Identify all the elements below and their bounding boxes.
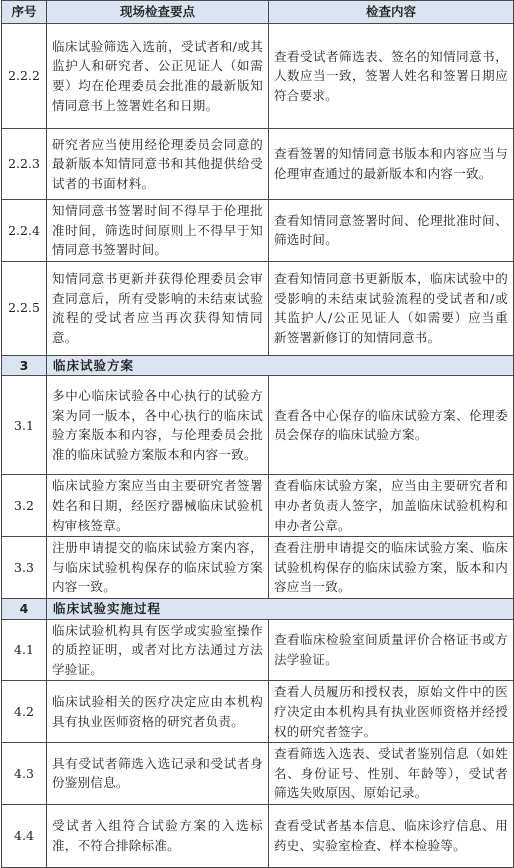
- row-inspection-content: 查看临床试验方案，应当由主要研究者和申办者负责人签字，加盖临床试验机构和申办者公章。: [269, 475, 514, 537]
- row-inspection-point: 临床试验机构具有医学或实验室操作的质控证明，或者对比方法通过方法学验证。: [47, 619, 269, 681]
- row-inspection-content: 查看注册申请提交的临床试验方案、临床试验机构保存的临床试验方案，版本和内容应当一致。: [269, 537, 514, 599]
- row-number: 2.2.5: [2, 261, 47, 355]
- header-serial-number: 序号: [2, 1, 47, 24]
- row-number: 3.1: [2, 376, 47, 475]
- header-inspection-content: 检查内容: [269, 1, 514, 24]
- row-number: 4.1: [2, 619, 47, 681]
- table-row: [2, 261, 514, 355]
- row-inspection-point: 临床试验相关的医疗决定应由本机构具有执业医师资格的研究者负责。: [47, 681, 269, 743]
- row-number: 4.3: [2, 743, 47, 805]
- row-inspection-point: 受试者入组符合试验方案的入选标准，不符合排除标准。: [47, 804, 269, 867]
- row-inspection-content: 查看筛选入选表、受试者鉴别信息（如姓名、身份证号、性别、年龄等），受试者筛选失败原因、原始记录。: [269, 743, 514, 805]
- row-inspection-point: 多中心临床试验各中心执行的试验方案为同一版本，各中心执行的临床试验方案版本和内容，与伦理委员会批准的临床试验方案版本和内容一致。: [47, 376, 269, 475]
- row-number: 4.4: [2, 804, 47, 867]
- row-number: 2.2.4: [2, 200, 47, 262]
- table-row: [2, 681, 514, 743]
- section-row: [2, 598, 514, 619]
- row-inspection-content: 查看签署的知情同意书版本和内容应当与伦理审查通过的最新版本和内容一致。: [269, 129, 514, 200]
- row-inspection-content: 查看知情同意签署时间、伦理批准时间、筛选时间。: [269, 200, 514, 262]
- row-inspection-point: 临床试验筛选入选前，受试者和/或其监护人和研究者、公正见证人（如需要）均在伦理委员会批准的最新版知情同意书上签署姓名和日期。: [47, 24, 269, 129]
- row-inspection-content: 查看知情同意书更新版本，临床试验中的受影响的未结束试验流程的受试者和/或其监护人/公正见证人（如需要）应当重新签署新修订的知情同意书。: [269, 261, 514, 355]
- table-row: [2, 619, 514, 681]
- section-number: 3: [2, 355, 47, 376]
- row-number: 4.2: [2, 681, 47, 743]
- row-number: 3.2: [2, 475, 47, 537]
- inspection-table: [1, 0, 514, 868]
- row-number: 3.3: [2, 537, 47, 599]
- row-inspection-content: 查看人员履历和授权表，原始文件中的医疗决定由本机构具有执业医师资格并经授权的研究者签字。: [269, 681, 514, 743]
- row-inspection-content: 查看受试者筛选表、签名的知情同意书，人数应当一致，签署人姓名和签署日期应符合要求。: [269, 24, 514, 129]
- section-number: 4: [2, 598, 47, 619]
- row-number: 2.2.2: [2, 24, 47, 129]
- row-inspection-point: 注册申请提交的临床试验方案内容，与临床试验机构保存的临床试验方案内容一致。: [47, 537, 269, 599]
- row-inspection-point: 知情同意书签署时间不得早于伦理批准时间，筛选时间原则上不得早于知情同意书签署时间。: [47, 200, 269, 262]
- table-row: [2, 743, 514, 805]
- row-number: 2.2.3: [2, 129, 47, 200]
- row-inspection-content: 查看临床检验室间质量评价合格证书或方法学验证。: [269, 619, 514, 681]
- row-inspection-point: 知情同意书更新并获得伦理委员会审查同意后，所有受影响的未结束试验流程的受试者应当再次获得知情同意。: [47, 261, 269, 355]
- table-row: [2, 537, 514, 599]
- table-row: [2, 24, 514, 129]
- section-title: 临床试验实施过程: [47, 598, 514, 619]
- table-row: [2, 376, 514, 475]
- table-row: [2, 129, 514, 200]
- header-inspection-point: 现场检查要点: [47, 1, 269, 24]
- section-row: [2, 355, 514, 376]
- row-inspection-point: 具有受试者筛选入选记录和受试者身份鉴别信息。: [47, 743, 269, 805]
- table-header-row: [2, 1, 514, 24]
- row-inspection-content: 查看各中心保存的临床试验方案、伦理委员会保存的临床试验方案。: [269, 376, 514, 475]
- row-inspection-point: 研究者应当使用经伦理委员会同意的最新版本知情同意书和其他提供给受试者的书面材料。: [47, 129, 269, 200]
- table-row: [2, 200, 514, 262]
- table-row: [2, 804, 514, 867]
- row-inspection-point: 临床试验方案应当由主要研究者签署姓名和日期，经医疗器械临床试验机构审核签章。: [47, 475, 269, 537]
- section-title: 临床试验方案: [47, 355, 514, 376]
- row-inspection-content: 查看受试者基本信息、临床诊疗信息、用药史、实验室检查、样本检验等。: [269, 804, 514, 867]
- table-row: [2, 475, 514, 537]
